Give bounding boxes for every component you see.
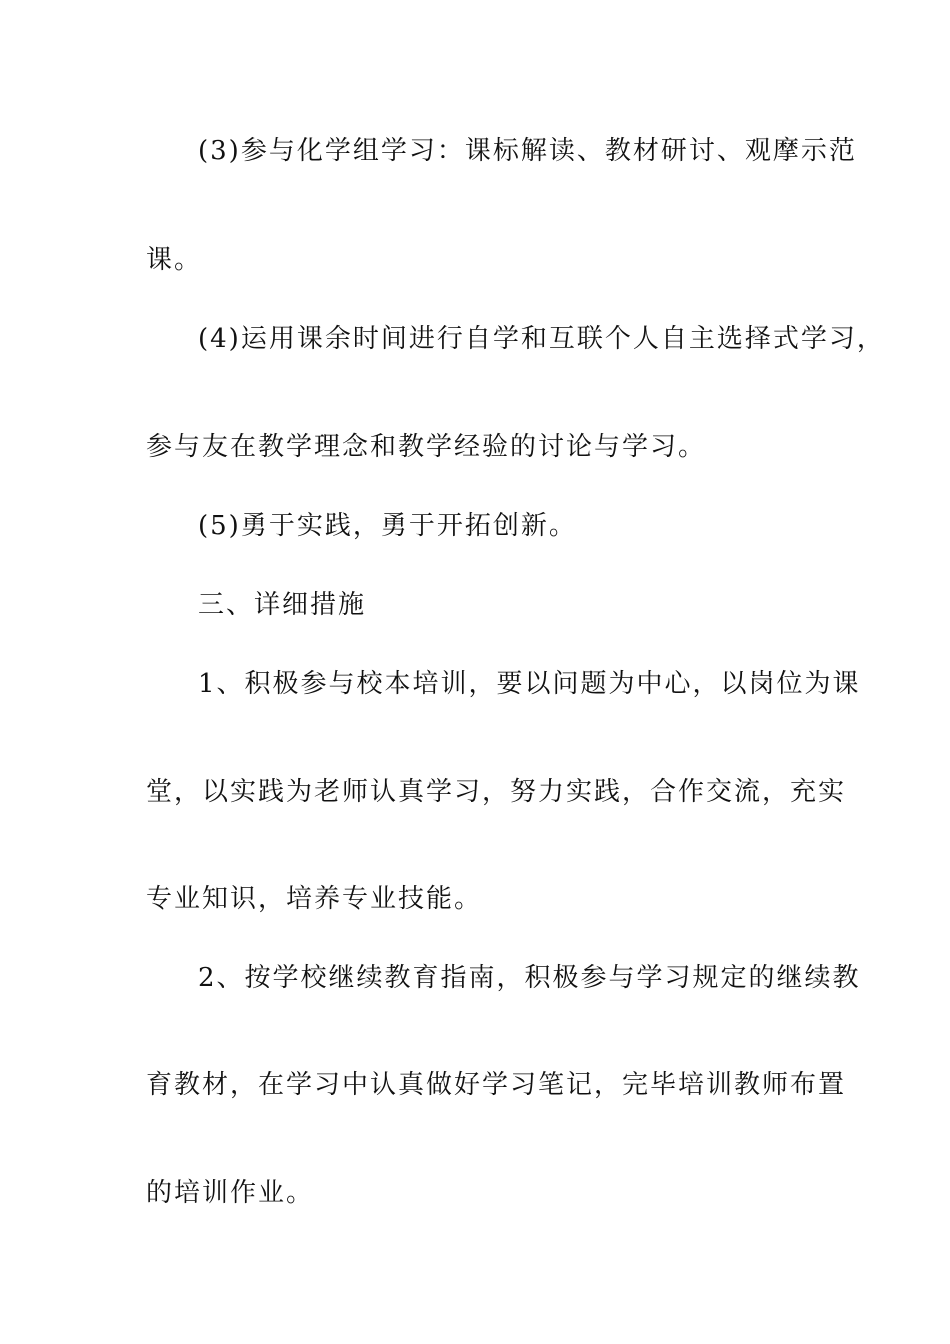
measure-2-line-3: 的培训作业。 bbox=[146, 1178, 315, 1208]
section-heading: 三、详细措施 bbox=[198, 590, 367, 620]
paragraph-5-line-1: (5)勇于实践，勇于开拓创新。 bbox=[198, 511, 577, 541]
measure-1-line-2: 堂，以实践为老师认真学习，努力实践，合作交流，充实 bbox=[146, 777, 847, 807]
paragraph-3-line-1: (3)参与化学组学习：课标解读、教材研讨、观摩示范 bbox=[198, 136, 857, 166]
paragraph-3-line-2: 课。 bbox=[146, 245, 203, 275]
measure-1-line-1: 1、积极参与校本培训，要以问题为中心，以岗位为课 bbox=[198, 669, 861, 699]
measure-2-line-2: 育教材，在学习中认真做好学习笔记，完毕培训教师布置 bbox=[146, 1070, 847, 1100]
paragraph-4-line-1: (4)运用课余时间进行自学和互联个人自主选择式学习， bbox=[198, 324, 885, 354]
measure-2-line-1: 2、按学校继续教育指南，积极参与学习规定的继续教 bbox=[198, 963, 861, 993]
paragraph-4-line-2: 参与友在教学理念和教学经验的讨论与学习。 bbox=[146, 432, 707, 462]
measure-1-line-3: 专业知识，培养专业技能。 bbox=[146, 884, 483, 914]
